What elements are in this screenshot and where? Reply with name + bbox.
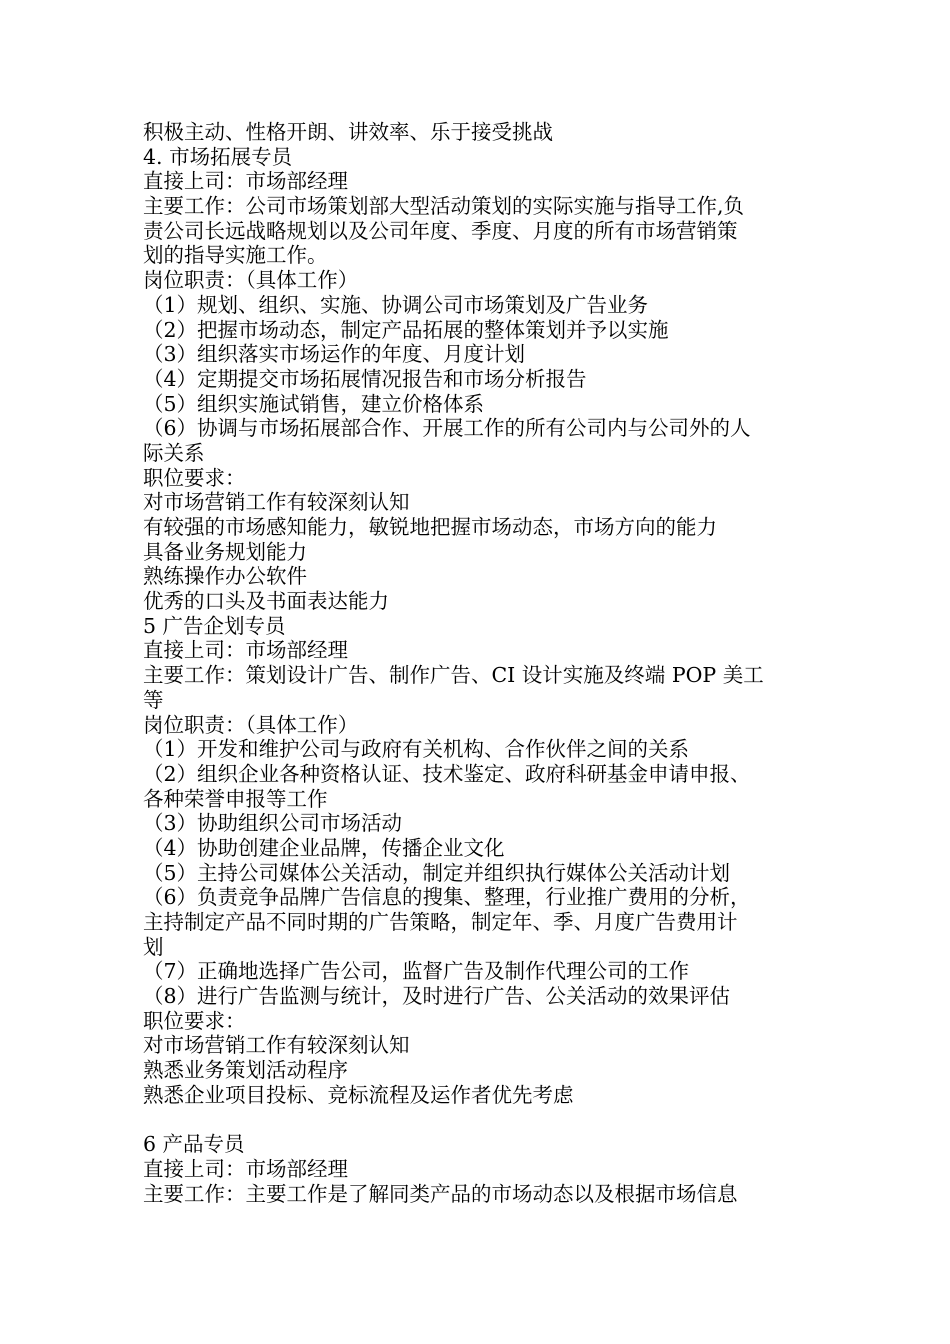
text-line: 主要工作：主要工作是了解同类产品的市场动态以及根据市场信息 bbox=[143, 1181, 738, 1206]
text-line: 岗位职责：（具体工作） bbox=[143, 712, 359, 737]
text-line: 直接上司：市场部经理 bbox=[143, 169, 348, 194]
list-item: （6）负责竞争品牌广告信息的搜集、整理，行业推广费用的分析， bbox=[143, 885, 751, 910]
text-line: 对市场营销工作有较深刻认知 bbox=[143, 1033, 410, 1058]
list-item: （1）规划、组织、实施、协调公司市场策划及广告业务 bbox=[143, 292, 649, 317]
text-line: 直接上司：市场部经理 bbox=[143, 638, 348, 663]
text-line: 具备业务规划能力 bbox=[143, 539, 307, 564]
text-line: 等 bbox=[143, 687, 164, 712]
text-line: 职位要求： bbox=[143, 1008, 246, 1033]
text-line: 熟练操作办公软件 bbox=[143, 564, 307, 589]
text-line: 直接上司：市场部经理 bbox=[143, 1156, 348, 1181]
text-line: 优秀的口头及书面表达能力 bbox=[143, 589, 389, 614]
list-item: （6）协调与市场拓展部合作、开展工作的所有公司内与公司外的人 bbox=[143, 416, 751, 441]
list-item: （7）正确地选择广告公司，监督广告及制作代理公司的工作 bbox=[143, 959, 690, 984]
list-item: （2）组织企业各种资格认证、技术鉴定、政府科研基金申请申报、 bbox=[143, 761, 751, 786]
list-item: （3）协助组织公司市场活动 bbox=[143, 811, 403, 836]
blank-line bbox=[143, 1108, 813, 1133]
text-line: 熟悉企业项目投标、竞标流程及运作者优先考虑 bbox=[143, 1082, 574, 1107]
section-heading-market-expansion: 4. 市场拓展专员 bbox=[143, 144, 293, 169]
section-heading-advertising: 5 广告企划专员 bbox=[143, 613, 286, 638]
text-line: 职位要求： bbox=[143, 465, 246, 490]
text-line: 主要工作：策划设计广告、制作广告、CI 设计实施及终端 POP 美工 bbox=[143, 663, 764, 688]
text-line: 划 bbox=[143, 934, 164, 959]
text-line: 际关系 bbox=[143, 440, 205, 465]
text-line: 熟悉业务策划活动程序 bbox=[143, 1058, 348, 1083]
text-line: 主要工作：公司市场策划部大型活动策划的实际实施与指导工作,负 bbox=[143, 194, 745, 219]
text-line: 划的指导实施工作。 bbox=[143, 243, 328, 268]
list-item: （4）协助创建企业品牌，传播企业文化 bbox=[143, 835, 505, 860]
text-line: 对市场营销工作有较深刻认知 bbox=[143, 490, 410, 515]
text-line: 主持制定产品不同时期的广告策略，制定年、季、月度广告费用计 bbox=[143, 910, 738, 934]
list-item: （5）主持公司媒体公关活动，制定并组织执行媒体公关活动计划 bbox=[143, 860, 731, 885]
text-line: 有较强的市场感知能力，敏锐地把握市场动态，市场方向的能力 bbox=[143, 515, 717, 539]
text-line: 岗位职责：（具体工作） bbox=[143, 268, 359, 293]
section-heading-product: 6 产品专员 bbox=[143, 1132, 245, 1157]
text-line: 各种荣誉申报等工作 bbox=[143, 786, 328, 811]
text-line: 积极主动、性格开朗、讲效率、乐于接受挑战 bbox=[143, 120, 553, 144]
list-item: （4）定期提交市场拓展情况报告和市场分析报告 bbox=[143, 366, 587, 391]
list-item: （1）开发和维护公司与政府有关机构、合作伙伴之间的关系 bbox=[143, 737, 690, 762]
list-item: （2）把握市场动态，制定产品拓展的整体策划并予以实施 bbox=[143, 317, 669, 342]
text-line: 责公司长远战略规划以及公司年度、季度、月度的所有市场营销策 bbox=[143, 218, 738, 243]
list-item: （5）组织实施试销售，建立价格体系 bbox=[143, 391, 485, 416]
list-item: （8）进行广告监测与统计，及时进行广告、公关活动的效果评估 bbox=[143, 984, 731, 1009]
document-body bbox=[143, 120, 813, 1206]
list-item: （3）组织落实市场运作的年度、月度计划 bbox=[143, 342, 526, 367]
